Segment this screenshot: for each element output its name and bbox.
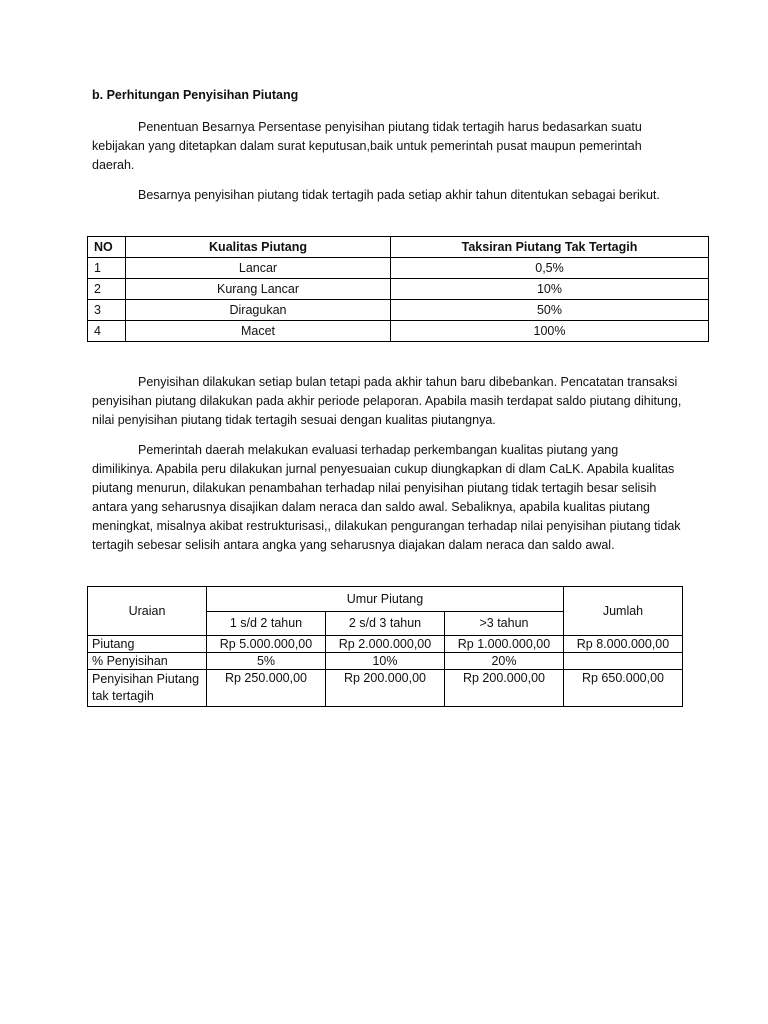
paragraph-3-text: Penyisihan dilakukan setiap bulan tetapi pada akhir tahun baru dibebankan. Pencatatan transaksi penyisihan piutang dilakukan pada akhir periode pelaporan. Apabila masih terdapat saldo piutang dihitung, nilai penyisihan piutang tidak tertagih sesuai dengan kualitas piutangnya. <box>92 375 682 427</box>
table-header-row <box>88 587 683 612</box>
cell-value: 20% <box>445 653 564 670</box>
paragraph-3 <box>92 373 682 430</box>
header-jumlah: Jumlah <box>564 587 683 636</box>
aging-table <box>87 586 683 707</box>
paragraph-4-text: Pemerintah daerah melakukan evaluasi terhadap perkembangan kualitas piutang yang dimilikinya. Apabila peru dilakukan jurnal penyesuaian cukup diungkapkan di dlam CaLK. Apabila kualitas piutang menurun, dilakukan penambahan terhadap nilai penyisihan piutang tidak tertagih besar selisih antara yang seharusnya disajikan dalam neraca dan saldo awal. Sebaliknya, apabila kualitas piutang meningkat, misalnya akibat restrukturisasi,, dilakukan pengurangan terhadap nilai penyisihan piutang tidak tertagih sebesar selisih antara angka yang seharusnya diajakan dalam neraca dan saldo awal. <box>92 443 681 552</box>
table-row <box>88 300 709 321</box>
table-row <box>88 279 709 300</box>
header-uraian: Uraian <box>88 587 207 636</box>
cell-value: Rp 200.000,00 <box>445 670 564 707</box>
table-row <box>88 670 683 707</box>
cell-value: Rp 1.000.000,00 <box>445 636 564 653</box>
table-row <box>88 321 709 342</box>
table-row <box>88 636 683 653</box>
cell-no: 1 <box>88 258 126 279</box>
paragraph-4 <box>92 441 682 555</box>
cell-value: Rp 2.000.000,00 <box>326 636 445 653</box>
cell-value: Rp 5.000.000,00 <box>207 636 326 653</box>
cell-value: Rp 650.000,00 <box>564 670 683 707</box>
cell-value: 5% <box>207 653 326 670</box>
cell-value: Rp 8.000.000,00 <box>564 636 683 653</box>
cell-taksiran: 50% <box>391 300 709 321</box>
cell-kualitas: Kurang Lancar <box>126 279 391 300</box>
header-period: 2 s/d 3 tahun <box>326 611 445 636</box>
header-no: NO <box>88 237 126 258</box>
header-period: 1 s/d 2 tahun <box>207 611 326 636</box>
cell-no: 2 <box>88 279 126 300</box>
table-header-row <box>88 237 709 258</box>
header-umur-piutang: Umur Piutang <box>207 587 564 612</box>
quality-table <box>87 236 709 342</box>
cell-kualitas: Diragukan <box>126 300 391 321</box>
header-kualitas: Kualitas Piutang <box>126 237 391 258</box>
paragraph-2-text: Besarnya penyisihan piutang tidak tertagih pada setiap akhir tahun ditentukan sebagai berikut. <box>138 188 660 202</box>
cell-taksiran: 10% <box>391 279 709 300</box>
cell-value: 10% <box>326 653 445 670</box>
cell-kualitas: Lancar <box>126 258 391 279</box>
cell-no: 4 <box>88 321 126 342</box>
row-label: Penyisihan Piutang tak tertagih <box>88 670 207 707</box>
paragraph-2 <box>92 186 682 205</box>
cell-taksiran: 100% <box>391 321 709 342</box>
cell-value: Rp 250.000,00 <box>207 670 326 707</box>
cell-no: 3 <box>88 300 126 321</box>
table-row <box>88 653 683 670</box>
cell-value: Rp 200.000,00 <box>326 670 445 707</box>
table-row <box>88 258 709 279</box>
section-heading: b. Perhitungan Penyisihan Piutang <box>92 88 299 102</box>
row-label: % Penyisihan <box>88 653 207 670</box>
cell-kualitas: Macet <box>126 321 391 342</box>
row-label: Piutang <box>88 636 207 653</box>
header-taksiran: Taksiran Piutang Tak Tertagih <box>391 237 709 258</box>
cell-value <box>564 653 683 670</box>
paragraph-1 <box>92 118 682 175</box>
paragraph-1-text: Penentuan Besarnya Persentase penyisihan piutang tidak tertagih harus bedasarkan suatu kebijakan yang ditetapkan dalam surat keputusan,baik untuk pemerintah pusat maupun pemerintah daerah. <box>92 120 642 172</box>
cell-taksiran: 0,5% <box>391 258 709 279</box>
header-period: >3 tahun <box>445 611 564 636</box>
